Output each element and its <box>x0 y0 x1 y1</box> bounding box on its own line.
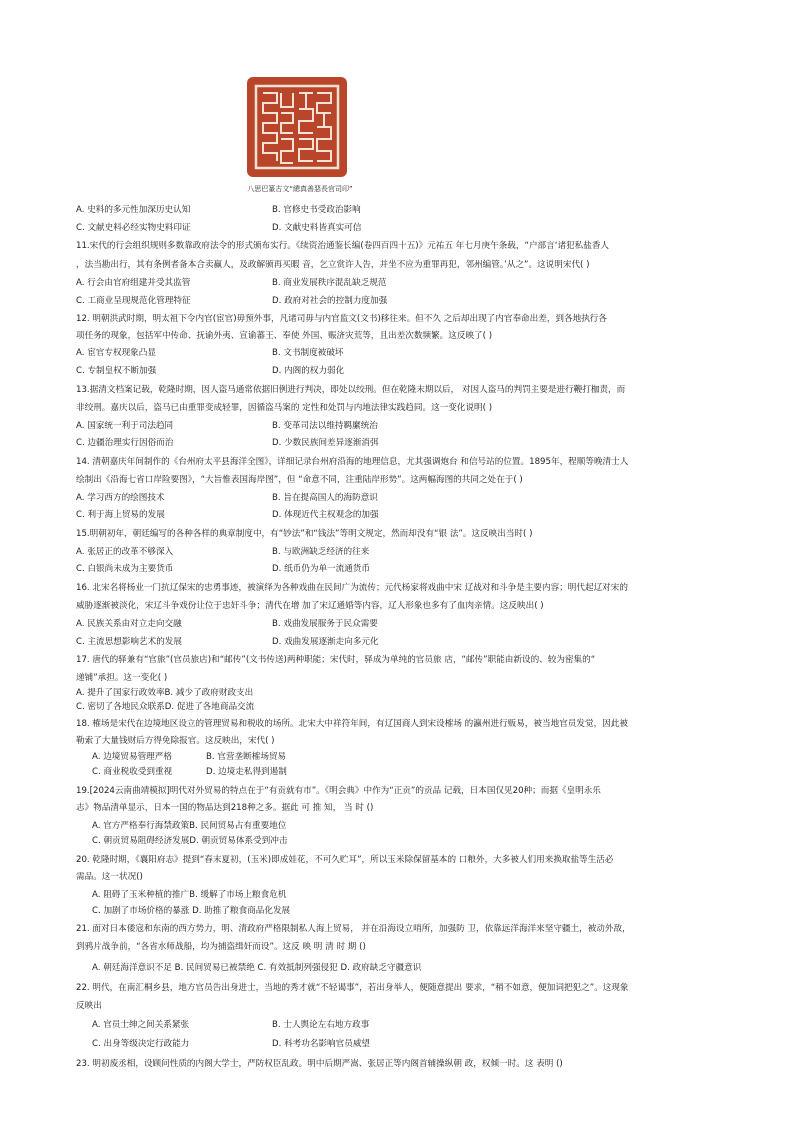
option-text: D. 边境走私得到遏制 <box>206 767 287 777</box>
question-23-text: 23. 明初废丞相，设顾问性质的内阁大学士，严防权臣乱政。明中后期严嵩、张居正等内阁首辅操纵朝 政，权倾一时。这 表明 () <box>76 1059 563 1069</box>
option-text: A. 提升了国家行政效率B. 减少了政府财政支出 <box>76 688 254 698</box>
seal-script-icon <box>247 77 347 177</box>
option-text: A. 官员士绅之间关系紧张 <box>92 1020 190 1030</box>
option-text: C. 朝贡贸易阻碍经济发展D. 朝贡贸易体系受到冲击 <box>92 836 288 846</box>
question-18-text: 勒索了大量钱财后方得免除报官。这反映出，宋代( ) <box>76 736 275 746</box>
option-text: B. 文书制度被破坏 <box>272 348 344 358</box>
option-text: C. 主流思想影响艺术的发展 <box>76 637 182 647</box>
question-17-text: 递铺”承担。这一变化( ) <box>76 673 168 683</box>
option-text: C. 加剧了市场价格的暴涨 D. 助推了粮食商品化发展 <box>92 906 291 916</box>
option-text: D. 戏曲发展逐渐走向多元化 <box>272 637 379 647</box>
option-text: C. 出身等级决定行政能力 <box>92 1039 190 1049</box>
option-text: A. 朝廷海洋意识不足 B. 民间贸易已被禁绝 C. 有效抵制列强侵犯 D. 政府缺乏守疆意识 <box>92 963 422 973</box>
option-text: B. 官修史书受政治影响 <box>272 205 361 215</box>
option-text: A. 史料的多元性加深历史认知 <box>76 205 191 215</box>
option-text: D. 科考功名影响官员威望 <box>272 1039 371 1049</box>
option-text: D. 政府对社会的控制力度加强 <box>272 296 388 306</box>
question-19-text: 19.[2024云南曲靖模拟]明代对外贸易的特点在于“有贡就有市”。《明会典》中作为“正贡”的贡品 记载，日本国仅见20种；而据《皇明永乐 <box>76 786 601 796</box>
question-13-text: 非绞刑。嘉庆以后，盗马已由重罪变成轻罪，因循盗马案的 定性和处罚与内地法律实践趋同。这一变化说明( ) <box>76 403 493 413</box>
option-text: C. 商业税收受到重视 <box>92 767 173 777</box>
option-text: D. 体现近代主权观念的加强 <box>272 510 379 520</box>
question-11-text: ，法当勘出行，其有条例者备本合卖赢人，及政解颁再买暇 音，乞立赏许人告，并坐不应为重罪再犯，邻州编管。’从之”。这说明宋代( ) <box>76 260 590 270</box>
option-text: C. 白银尚未成为主要货币 <box>76 564 174 574</box>
question-20-text: 需品。这一状况() <box>76 872 143 882</box>
option-text: D. 文献史料皆真实可信 <box>272 223 362 233</box>
option-text: A. 宦官专权现象凸显 <box>76 348 156 358</box>
option-text: B. 官营垄断榷场贸易 <box>206 752 287 762</box>
option-text: D. 内阁的权力弱化 <box>272 366 345 376</box>
question-21-text: 到鸦片战争前，“各省水师战船，均为捕盗缉奸而设”。这反 映 明 清 时 期 () <box>76 942 366 952</box>
option-text: B. 戏曲发展服务于民众需要 <box>272 619 378 629</box>
question-22-text: 反映出 <box>76 1001 102 1011</box>
option-text: D. 纸币仍为单一流通货币 <box>272 564 371 574</box>
option-text: C. 工商业呈现规范化管理特征 <box>76 296 191 306</box>
question-16-text: 威胁逐渐被淡化，宋辽斗争戏份让位于忠奸斗争；清代在增 加了宋辽通婚等内容，辽人形象也多有了血肉亲情。这反映出( ) <box>76 601 544 611</box>
seal-stamp-image <box>247 77 347 177</box>
question-15-text: 15.明朝初年，朝廷编写的各种各样的典章制度中，有“钞法”和“钱法”等明文规定，然而却没有“银 法”。这反映出当时( ) <box>76 529 533 539</box>
question-20-text: 20. 乾隆时期，《襄阳府志》提到“春末夏初，(玉米)即成娃花，不可久贮耳”，所以玉米除保留基本的 口粮外，大多被人们用来换取盐等生活必 <box>76 855 614 865</box>
option-text: A. 国家统一利于司法趋同 <box>76 421 174 431</box>
option-text: B. 变革司法以维持羁縻统治 <box>272 421 378 431</box>
option-text: C. 利于海上贸易的发展 <box>76 510 165 520</box>
option-text: A. 边境贸易管理严格 <box>92 752 172 762</box>
question-21-text: 21. 面对日本倭寇和东南的西方势力，明、清政府严格限制私人海上贸易， 并在沿海设立哨所，加强防 卫，依靠远洋海洋来坚守疆土，被动外敌， <box>76 924 631 934</box>
option-text: B. 商业发展秩序混乱缺乏规范 <box>272 278 387 288</box>
option-text: A. 学习西方的绘图技术 <box>76 493 165 503</box>
option-text: A. 阻碍了玉米种植的推广B. 缓解了市场上粮食危机 <box>92 890 287 900</box>
option-text: C. 专制皇权不断加强 <box>76 366 157 376</box>
option-text: C. 文献史料必经实物史料印证 <box>76 223 191 233</box>
option-text: B. 与欧洲缺乏经济的往来 <box>272 547 370 557</box>
option-text: A. 官方严格奉行海禁政策B. 民间贸易占有重要地位 <box>92 821 287 831</box>
option-text: C. 边疆治理实行因俗而治 <box>76 438 174 448</box>
question-17-text: 17. 唐代的驿兼有“官旅”(官员旅店)和“邮传”(文书传送)两种职能；宋代时，驿成为单纯的官员旅 店，“邮传”职能由新设的、较为密集的“ <box>76 655 596 665</box>
question-13-text: 13.据清文档案记载，乾隆时期，因人盗马通常依据旧例进行判决，即处以绞刑。但在乾隆末期以后， 对因人盗马的判罚主要是进行鞭打枷责，而 <box>76 385 626 395</box>
seal-caption: 八思巴篆古文“總真善惡長官司印” <box>247 185 353 193</box>
option-text: B. 旨在提高国人的海防意识 <box>272 493 378 503</box>
option-text: A. 民族关系由对立走向交融 <box>76 619 182 629</box>
question-22-text: 22. 明代，在南汇桐乡县，地方官员告出身进士，当地的秀才就“不轻谒事”，若出身举人，便随意提出 要求，“稍不如意，便加词把犯之”。这现象 <box>76 983 629 993</box>
option-text: C. 密切了各地民众联系D. 促进了各地商品交流 <box>76 702 255 712</box>
question-16-text: 16. 北宋名将杨业一门抗辽保宋的忠勇事迹，被演绎为各种戏曲在民间广为流传；元代杨家将戏曲中宋 辽战对和斗争是主要内容；明代起辽对宋的 <box>76 583 628 593</box>
option-text: B. 士人舆论左右地方政事 <box>272 1020 370 1030</box>
question-19-text: 志》物品清单显示，日本一国的物品达到218种之多。据此 可 推 知， 当 时 () <box>76 803 374 813</box>
question-12-text: 项任务的现象，包括军中传命、抚谕外夷、宣谕蕃王、奉使 外国、赈济灾荒等，且出差次数频繁。这反映了( ) <box>76 331 493 341</box>
question-11-text: 11.宋代的行会组织规则多数靠政府法令的形式颁布实行。《续资治通鉴长编(卷四百四十五)》元祐五 年七月庚午条载，“户部言‘诸犯私盐香人 <box>76 241 610 251</box>
option-text: A. 行会由官府组建并受其监管 <box>76 278 191 288</box>
question-14-text: 绘制出《沿海七省口岸险要图》，“大旨惟表国海岸图”，但 “命意不同，注重陆岸形势”。这两幅海图的共同之处在于( ) <box>76 475 523 485</box>
option-text: D. 少数民族间差异逐渐消弭 <box>272 438 379 448</box>
question-14-text: 14. 清朝嘉庆年间制作的《台州府太平县海洋全图》，详细记录台州府沿海的地理信息，尤其强调炮台 和信号站的位置。1895年，程顺等晚清士人 <box>76 457 629 467</box>
question-18-text: 18. 榷场是宋代在边境地区设立的管理贸易和税收的场所。北宋大中祥符年间，有辽国商人到宋设榷场 的瀛州进行贩易，被当地官员发觉，因此被 <box>76 719 628 729</box>
question-12-text: 12. 明朝洪武时期，明太祖下令内官(宦官)毋预外事，凡诸司毋与内官监文(文书)移往来。但不久 之后却出现了内官奉命出差，到各地执行各 <box>76 314 607 324</box>
option-text: A. 张居正的改革不够深入 <box>76 547 174 557</box>
